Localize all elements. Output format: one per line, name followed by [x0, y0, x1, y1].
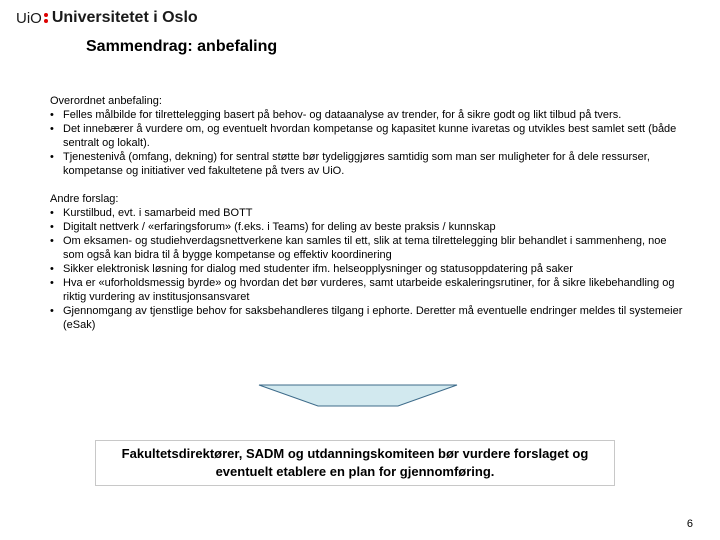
list-item: • Kurstilbud, evt. i samarbeid med BOTT — [50, 206, 690, 220]
bullet-list — [50, 108, 690, 178]
slide-content — [50, 94, 690, 346]
list-item: • Sikker elektronisk løsning for dialog med studenter ifm. helseopplysninger og statusoppdatering på saker — [50, 262, 690, 276]
list-item: • Hva er «uforholdsmessig byrde» og hvordan det bør vurderes, samt utarbeide eskaleringsrutiner, for å sikre likebehandling og riktig vurdering av institusjonsansvaret — [50, 276, 690, 304]
logo-mark-icon — [44, 13, 48, 23]
list-item: • Det innebærer å vurdere om, og eventuelt hvordan kompetanse og kapasitet kunne ivaretas og utvikles best samlet sett (både sentralt og lokalt). — [50, 122, 690, 150]
section-other-proposals — [50, 192, 690, 332]
section-heading: Overordnet anbefaling: — [50, 95, 162, 107]
section-heading: Andre forslag: — [50, 193, 119, 205]
down-arrow-icon — [258, 384, 458, 408]
list-item: • Tjenestenivå (omfang, dekning) for sentral støtte bør tydeliggjøres samtidig som man ser muligheter for å dele ressurser, kompetanse og initiativer ved fakultetene på tvers av UiO. — [50, 150, 690, 178]
section-main-recommendation — [50, 94, 690, 178]
slide-title: Sammendrag: anbefaling — [86, 38, 278, 55]
uio-logo — [16, 8, 198, 28]
list-item: • Felles målbilde for tilrettelegging basert på behov- og dataanalyse av trender, for å sikre godt og likt tilbud på tvers. — [50, 108, 690, 122]
logo-short: UiO — [16, 9, 42, 27]
list-item: • Om eksamen- og studiehverdagsnettverkene kan samles til ett, slik at tema tilrettelegging blir behandlet i sammenheng, noe som også kan bidra til å bygge kompetanse og effektiv koordinering — [50, 234, 690, 262]
conclusion-text: Fakultetsdirektører, SADM og utdanningskomiteen bør vurdere forslaget og eventuelt etablere en plan for gjennomføring. — [121, 446, 589, 479]
logo-name: Universitetet i Oslo — [51, 9, 198, 26]
conclusion-box — [95, 440, 615, 486]
list-item: • Digitalt nettverk / «erfaringsforum» (f.eks. i Teams) for deling av beste praksis / kunnskap — [50, 220, 690, 234]
page-number: 6 — [686, 518, 693, 530]
list-item: • Gjennomgang av tjenstlige behov for saksbehandleres tilgang i ephorte. Deretter må eventuelle endringer meldes til systemeier (eSak) — [50, 304, 690, 332]
bullet-list — [50, 206, 690, 332]
